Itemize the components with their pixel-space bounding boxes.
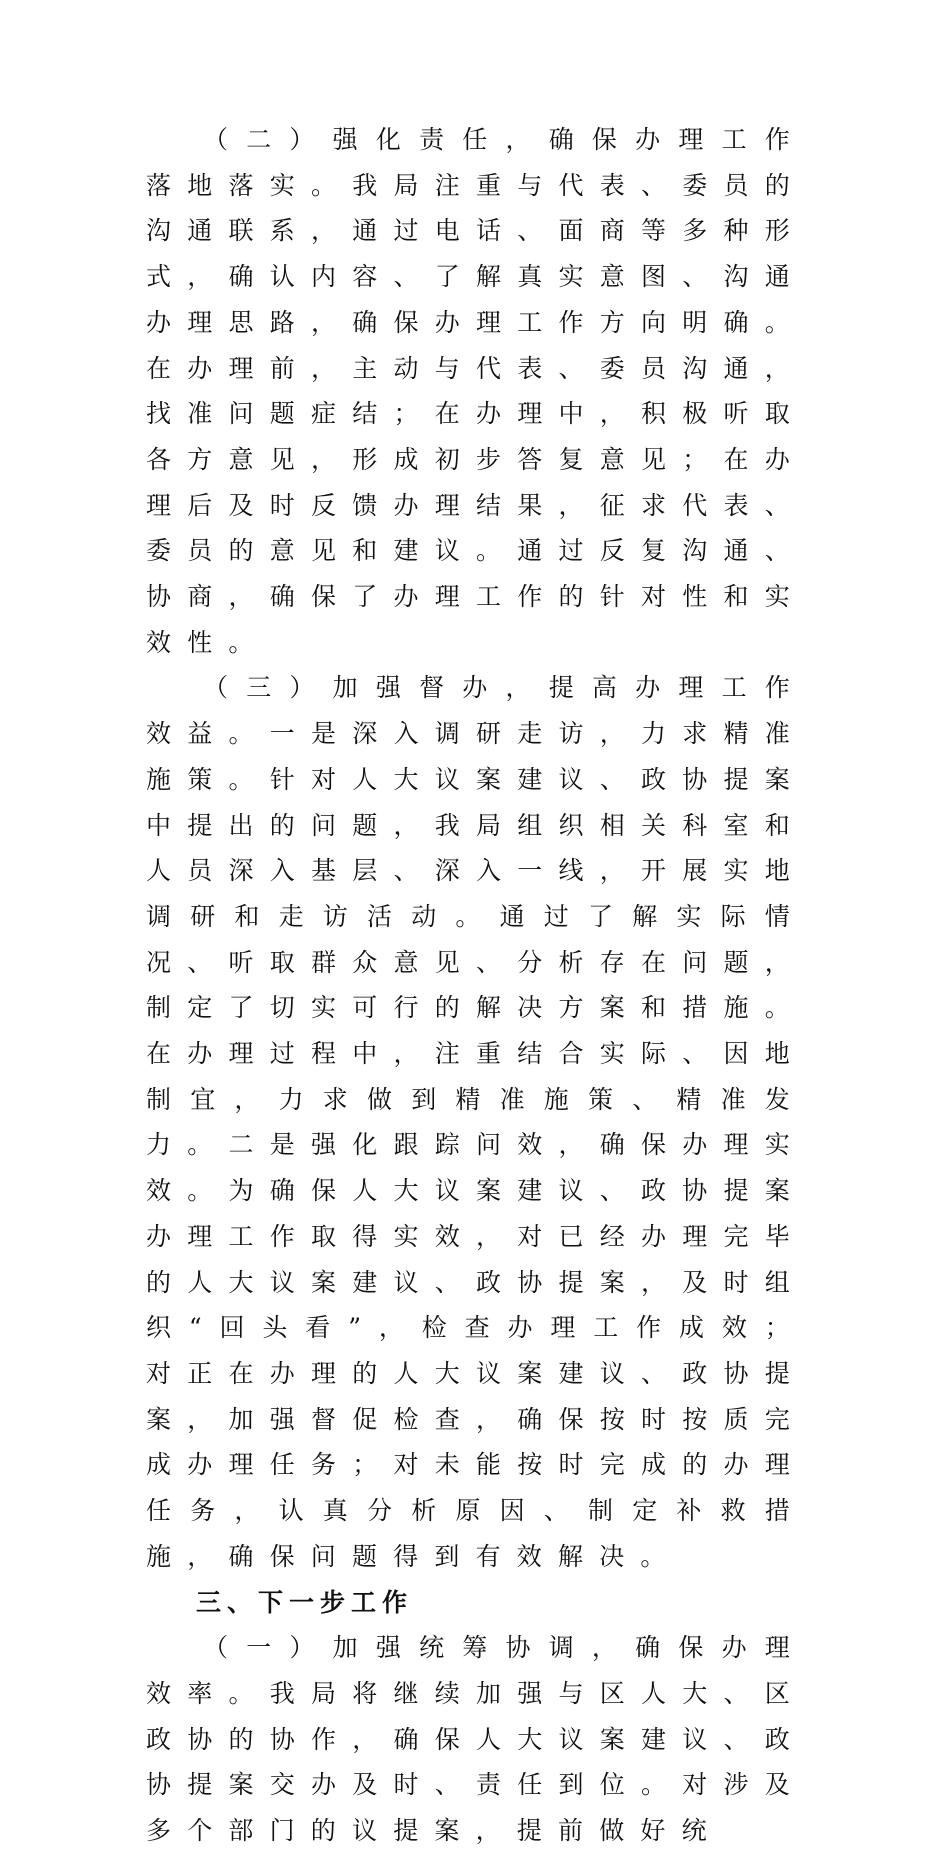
paragraph-strengthen-supervision: [146, 665, 806, 1579]
paragraph-body: 我局注重与代表、委员的沟通联系，通过电话、面商等多种形式，确认内容、了解真实意图、沟通办理思路，确保办理工作方向明确。在办理前，主动与代表、委员沟通，找准问题症结；在办理中，积极听取各方意见，形成初步答复意见；在办理后及时反馈办理结果，征求代表、委员的意见和建议。通过反复沟通、协商，确保了办理工作的针对性和实效性。: [146, 170, 806, 657]
document-page: [146, 117, 806, 1854]
paragraph-lead: （一）加强统筹协调，确保办理效率。: [146, 1633, 806, 1708]
paragraph-strengthen-responsibility: [146, 117, 806, 665]
paragraph-lead: （二）强化责任，确保办理工作落地落实。: [146, 125, 806, 200]
paragraph-body: 我局将继续加强与区人大、区政协的协作，确保人大议案建议、政协提案交办及时、责任到位。对涉及多个部门的议提案，提前做好统: [146, 1678, 806, 1846]
paragraph-body: 一是深入调研走访，力求精准施策。针对人大议案建议、政协提案中提出的问题，我局组织相关科室和人员深入基层、深入一线，开展实地调研和走访活动。通过了解实际情况、听取群众意见、分析存在问题，制定了切实可行的解决方案和措施。在办理过程中，注重结合实际、因地制宜，力求做到精准施策、精准发力。二是强化跟踪问效，确保办理实效。为确保人大议案建议、政协提案办理工作取得实效，对已经办理完毕的人大议案建议、政协提案，及时组织“回头看”，检查办理工作成效；对正在办理的人大议案建议、政协提案，加强督促检查，确保按时按质完成办理任务；对未能按时完成的办理任务，认真分析原因、制定补救措施，确保问题得到有效解决。: [146, 719, 806, 1571]
paragraph-lead: （三）加强督办，提高办理工作效益。: [146, 673, 806, 749]
section-heading-next-steps: 三、下一步工作: [196, 1587, 414, 1617]
paragraph-coordination: [146, 1625, 806, 1854]
